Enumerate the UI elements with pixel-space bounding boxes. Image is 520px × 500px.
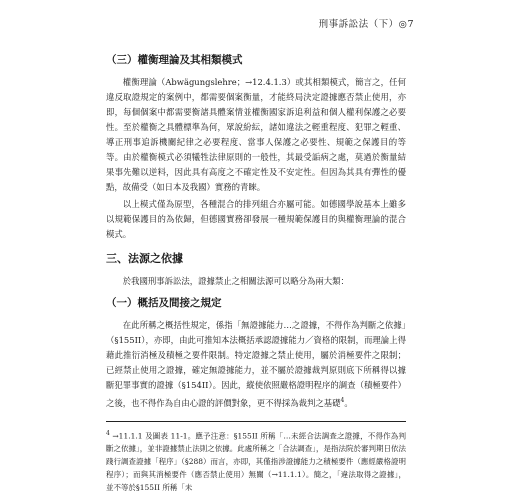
footnote-4 bbox=[106, 427, 406, 495]
section-heading-general-indirect: （一）概括及間接之規定 bbox=[106, 297, 222, 309]
paragraph-general-provisions-end: 。 bbox=[344, 397, 353, 408]
paragraph-general-provisions-text: 在此所稱之概括性規定，係指「無證據能力…之證據，不得作為判斷之依據」（§155II），亦即，由此可推知本法概括承認證據能力／資格的限制，而理論上得藉此推衍消極及積極之要件限制。特定證據之禁止使用，屬於消極要件之限制；已經禁止使用之證據，確定無證據能力，並不屬於證據裁判原則底下所稱得以據斷犯罪事實的證據（§154II）。因此，縱使依照嚴格證明程序的調查（積極要件）之後，也不得作為自由心證的評價對象，更不得採為裁判之基礎 bbox=[106, 320, 406, 408]
section-heading-weighing-theory: （三）權衡理論及其相類模式 bbox=[106, 54, 243, 66]
running-header bbox=[106, 16, 414, 30]
running-title: 刑事訴訟法（下）◎7 bbox=[318, 19, 414, 30]
paragraph-weighing-theory: 權衡理論（Abwägungslehre；→12.4.1.3）或其相類模式，簡言之，任何違反取證規定的案例中，都需要個案衡量，才能終局決定證據應否禁止使用，亦即，每個個案中都需要衡諸具體案情並權衡國家訴追利益和個人權利保護之必要性。至於權衡之具體標準為何，眾說紛紜，諸如違法之輕重程度、犯罪之輕重、導正刑事追訴機關紀律之必要程度、當事人保護之必要性、規範之保護目的等等。由於權衡模式必須犧牲法律原則的一般性，其最受詬病之處，莫過於衡量結果事先難以逆料，因此具有高度之不確定性及不安定性。但因為其具有彈性的優點，故備受（如日本及我國）實務的青睞。 bbox=[106, 77, 406, 192]
paragraph-mixed-models: 以上模式僅為原型，各種混合的排列組合亦屬可能。如德國學說基本上雖多以規範保護目的為依歸，但德國實務卻發展一種規範保護目的與權衡理論的混合模式。 bbox=[106, 199, 406, 239]
footnote-divider bbox=[106, 421, 406, 422]
footnote-reference[interactable]: 4 bbox=[340, 397, 345, 404]
chapter-heading-legal-sources: 三、法源之依據 bbox=[106, 252, 183, 265]
footnote-text: →11.1.1 及圖表 11-1。應予注意：§155II 所稱「…未經合法調查之證據，不得作為判斷之依據」，並非證據禁止法則之依據。此處所稱之「合法調查」，是指法院於審判期日依法踐行調查證據「程序」（§288）而言，亦即，其僅指涉證據能力之積極要件（應經嚴格證明程序）；而與其消極要件（應否禁止使用）無關（→11.1.1）。簡之，「違法取得之證據」，並不等於§155II 所稱「未 bbox=[106, 431, 406, 493]
paragraph-legal-sources-intro: 於我國刑事訴訟法，證據禁止之相關法源可以略分為兩大類： bbox=[122, 276, 349, 286]
paragraph-general-provisions bbox=[106, 318, 406, 411]
footnote-number: 4 bbox=[106, 429, 110, 437]
page-body bbox=[106, 52, 406, 494]
